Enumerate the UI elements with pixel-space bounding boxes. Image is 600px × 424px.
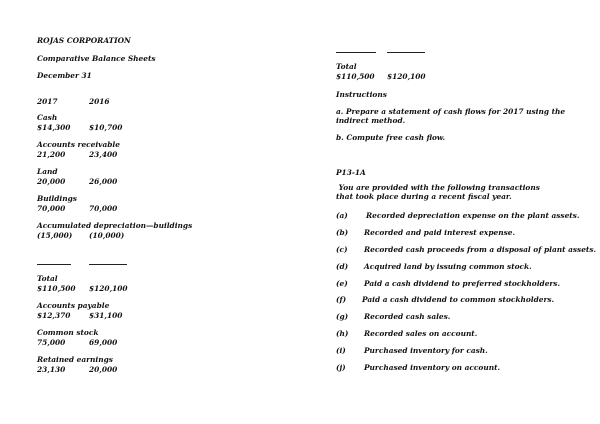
transaction-text: Recorded sales on account. — [364, 329, 478, 338]
row-label: Retained earnings — [37, 355, 113, 364]
total-value-2017: $110,500 — [336, 72, 375, 81]
transaction-text: Purchased inventory on account. — [364, 363, 501, 372]
row-value-2017: 70,000 — [37, 204, 66, 213]
instructions-heading: Instructions — [336, 90, 387, 99]
row-label: Cash — [37, 113, 58, 122]
instruction-a: a. Prepare a statement of cash flows for 2017 using the indirect method. — [336, 107, 566, 125]
row-label: Accounts receivable — [37, 140, 120, 149]
year-2016-header: 2016 — [89, 97, 110, 106]
row-value-2017: 23,130 — [37, 365, 66, 374]
transaction-letter: (f) — [336, 295, 347, 304]
underline-2016 — [89, 264, 127, 265]
transaction-text: Recorded cash sales. — [364, 312, 451, 321]
transaction-text: Paid a cash dividend to common stockholders. — [362, 295, 555, 304]
transaction-text: Paid a cash dividend to preferred stockholders. — [364, 279, 561, 288]
transaction-letter: (i) — [336, 346, 346, 355]
transaction-letter: (e) — [336, 279, 348, 288]
row-value-2016: $31,100 — [89, 311, 123, 320]
row-value-2017: $12,370 — [37, 311, 71, 320]
row-value-2016: 20,000 — [89, 365, 118, 374]
transaction-text: Recorded cash proceeds from a disposal of plant assets. — [364, 245, 597, 254]
transaction-letter: (d) — [336, 262, 349, 271]
row-value-2017: 21,200 — [37, 150, 66, 159]
row-value-2017: (15,000) — [37, 231, 73, 240]
row-value-2016: $10,700 — [89, 123, 123, 132]
row-value-2017: $14,300 — [37, 123, 71, 132]
row-value-2017: 75,000 — [37, 338, 66, 347]
row-label: Accumulated depreciation—buildings — [37, 221, 193, 230]
total-label: Total — [37, 274, 58, 283]
transaction-text: Purchased inventory for cash. — [364, 346, 488, 355]
transaction-letter: (j) — [336, 363, 346, 372]
company-name: ROJAS CORPORATION — [37, 36, 131, 45]
transaction-letter: (a) — [336, 211, 348, 220]
transaction-letter: (h) — [336, 329, 349, 338]
transaction-letter: (g) — [336, 312, 349, 321]
statement-date: December 31 — [37, 71, 92, 80]
row-value-2017: 20,000 — [37, 177, 66, 186]
total-value-2016: $120,100 — [89, 284, 128, 293]
total-value-2017: $110,500 — [37, 284, 76, 293]
underline-2016 — [387, 52, 425, 53]
row-label: Accounts payable — [37, 301, 110, 310]
transaction-letter: (c) — [336, 245, 348, 254]
transaction-text: Recorded depreciation expense on the plant assets. — [366, 211, 580, 220]
row-value-2016: 26,000 — [89, 177, 118, 186]
total-value-2016: $120,100 — [387, 72, 426, 81]
row-value-2016: 70,000 — [89, 204, 118, 213]
statement-title: Comparative Balance Sheets — [37, 54, 156, 63]
transaction-letter: (b) — [336, 228, 349, 237]
transaction-text: Recorded and paid interest expense. — [364, 228, 516, 237]
row-value-2016: 69,000 — [89, 338, 118, 347]
transaction-text: Acquired land by issuing common stock. — [364, 262, 532, 271]
row-value-2016: (10,000) — [89, 231, 125, 240]
row-label: Buildings — [37, 194, 77, 203]
underline-2017 — [37, 264, 71, 265]
row-label: Common stock — [37, 328, 99, 337]
total-label: Total — [336, 62, 357, 71]
year-2017-header: 2017 — [37, 97, 58, 106]
row-value-2016: 23,400 — [89, 150, 118, 159]
underline-2017 — [336, 52, 376, 53]
problem-intro: You are provided with the following transactions that took place during a recent fiscal year. — [336, 183, 543, 201]
problem-id: P13-1A — [336, 168, 366, 177]
instruction-b: b. Compute free cash flow. — [336, 133, 446, 142]
row-label: Land — [37, 167, 58, 176]
